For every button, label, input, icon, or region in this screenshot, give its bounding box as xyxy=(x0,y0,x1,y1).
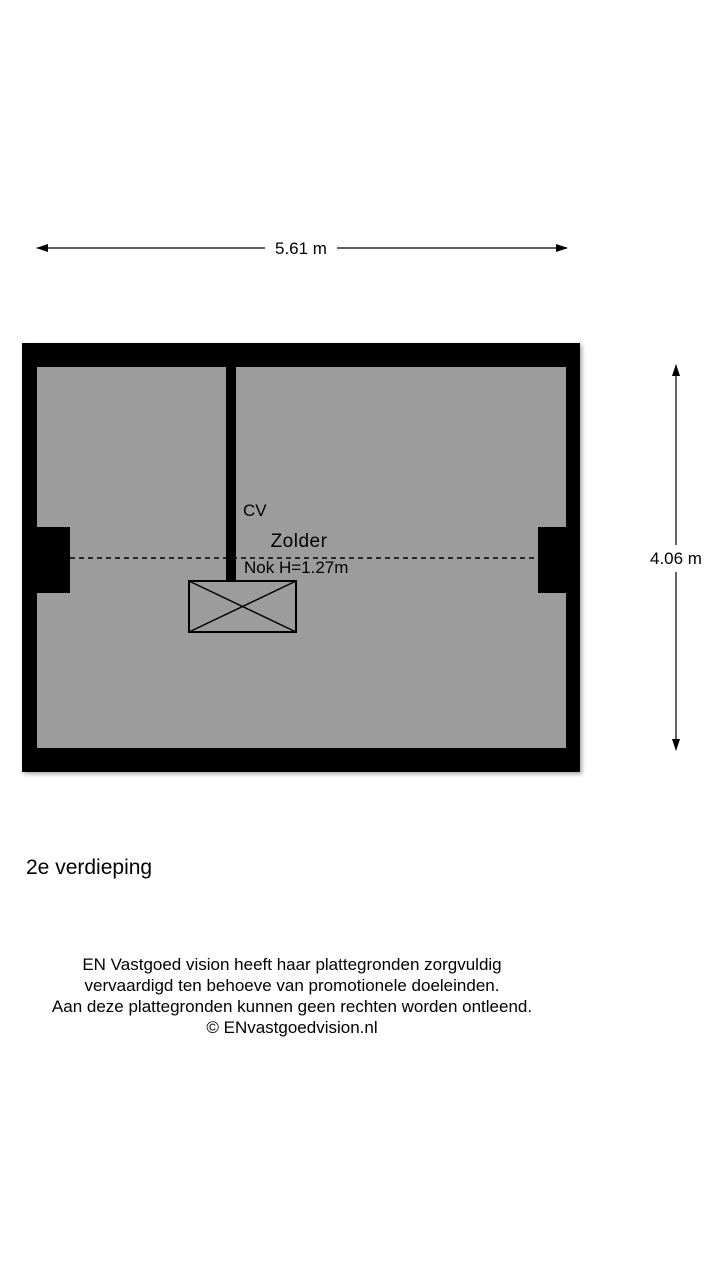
ridge-height-label: Nok H=1.27m xyxy=(244,558,349,577)
heater-label: CV xyxy=(243,501,267,520)
floor-label: 2e verdieping xyxy=(26,856,153,879)
disclaimer-line: vervaardigd ten behoeve van promotionele doeleinden. xyxy=(84,976,500,995)
room-name: Zolder xyxy=(270,531,328,552)
width-dimension xyxy=(37,239,567,258)
copyright-line: © ENvastgoedvision.nl xyxy=(206,1018,378,1037)
height-dimension-label: 4.06 m xyxy=(650,549,702,568)
disclaimer xyxy=(0,954,584,1038)
height-dimension xyxy=(650,365,702,750)
wall-pillar-right xyxy=(538,527,566,593)
width-dimension-label: 5.61 m xyxy=(275,239,327,258)
wall-pillar-left xyxy=(37,527,70,593)
disclaimer-line: Aan deze plattegronden kunnen geen rechten worden ontleend. xyxy=(51,997,533,1016)
partition-wall xyxy=(226,367,236,580)
disclaimer-line: EN Vastgoed vision heeft haar plattegronden zorgvuldig xyxy=(82,955,502,974)
